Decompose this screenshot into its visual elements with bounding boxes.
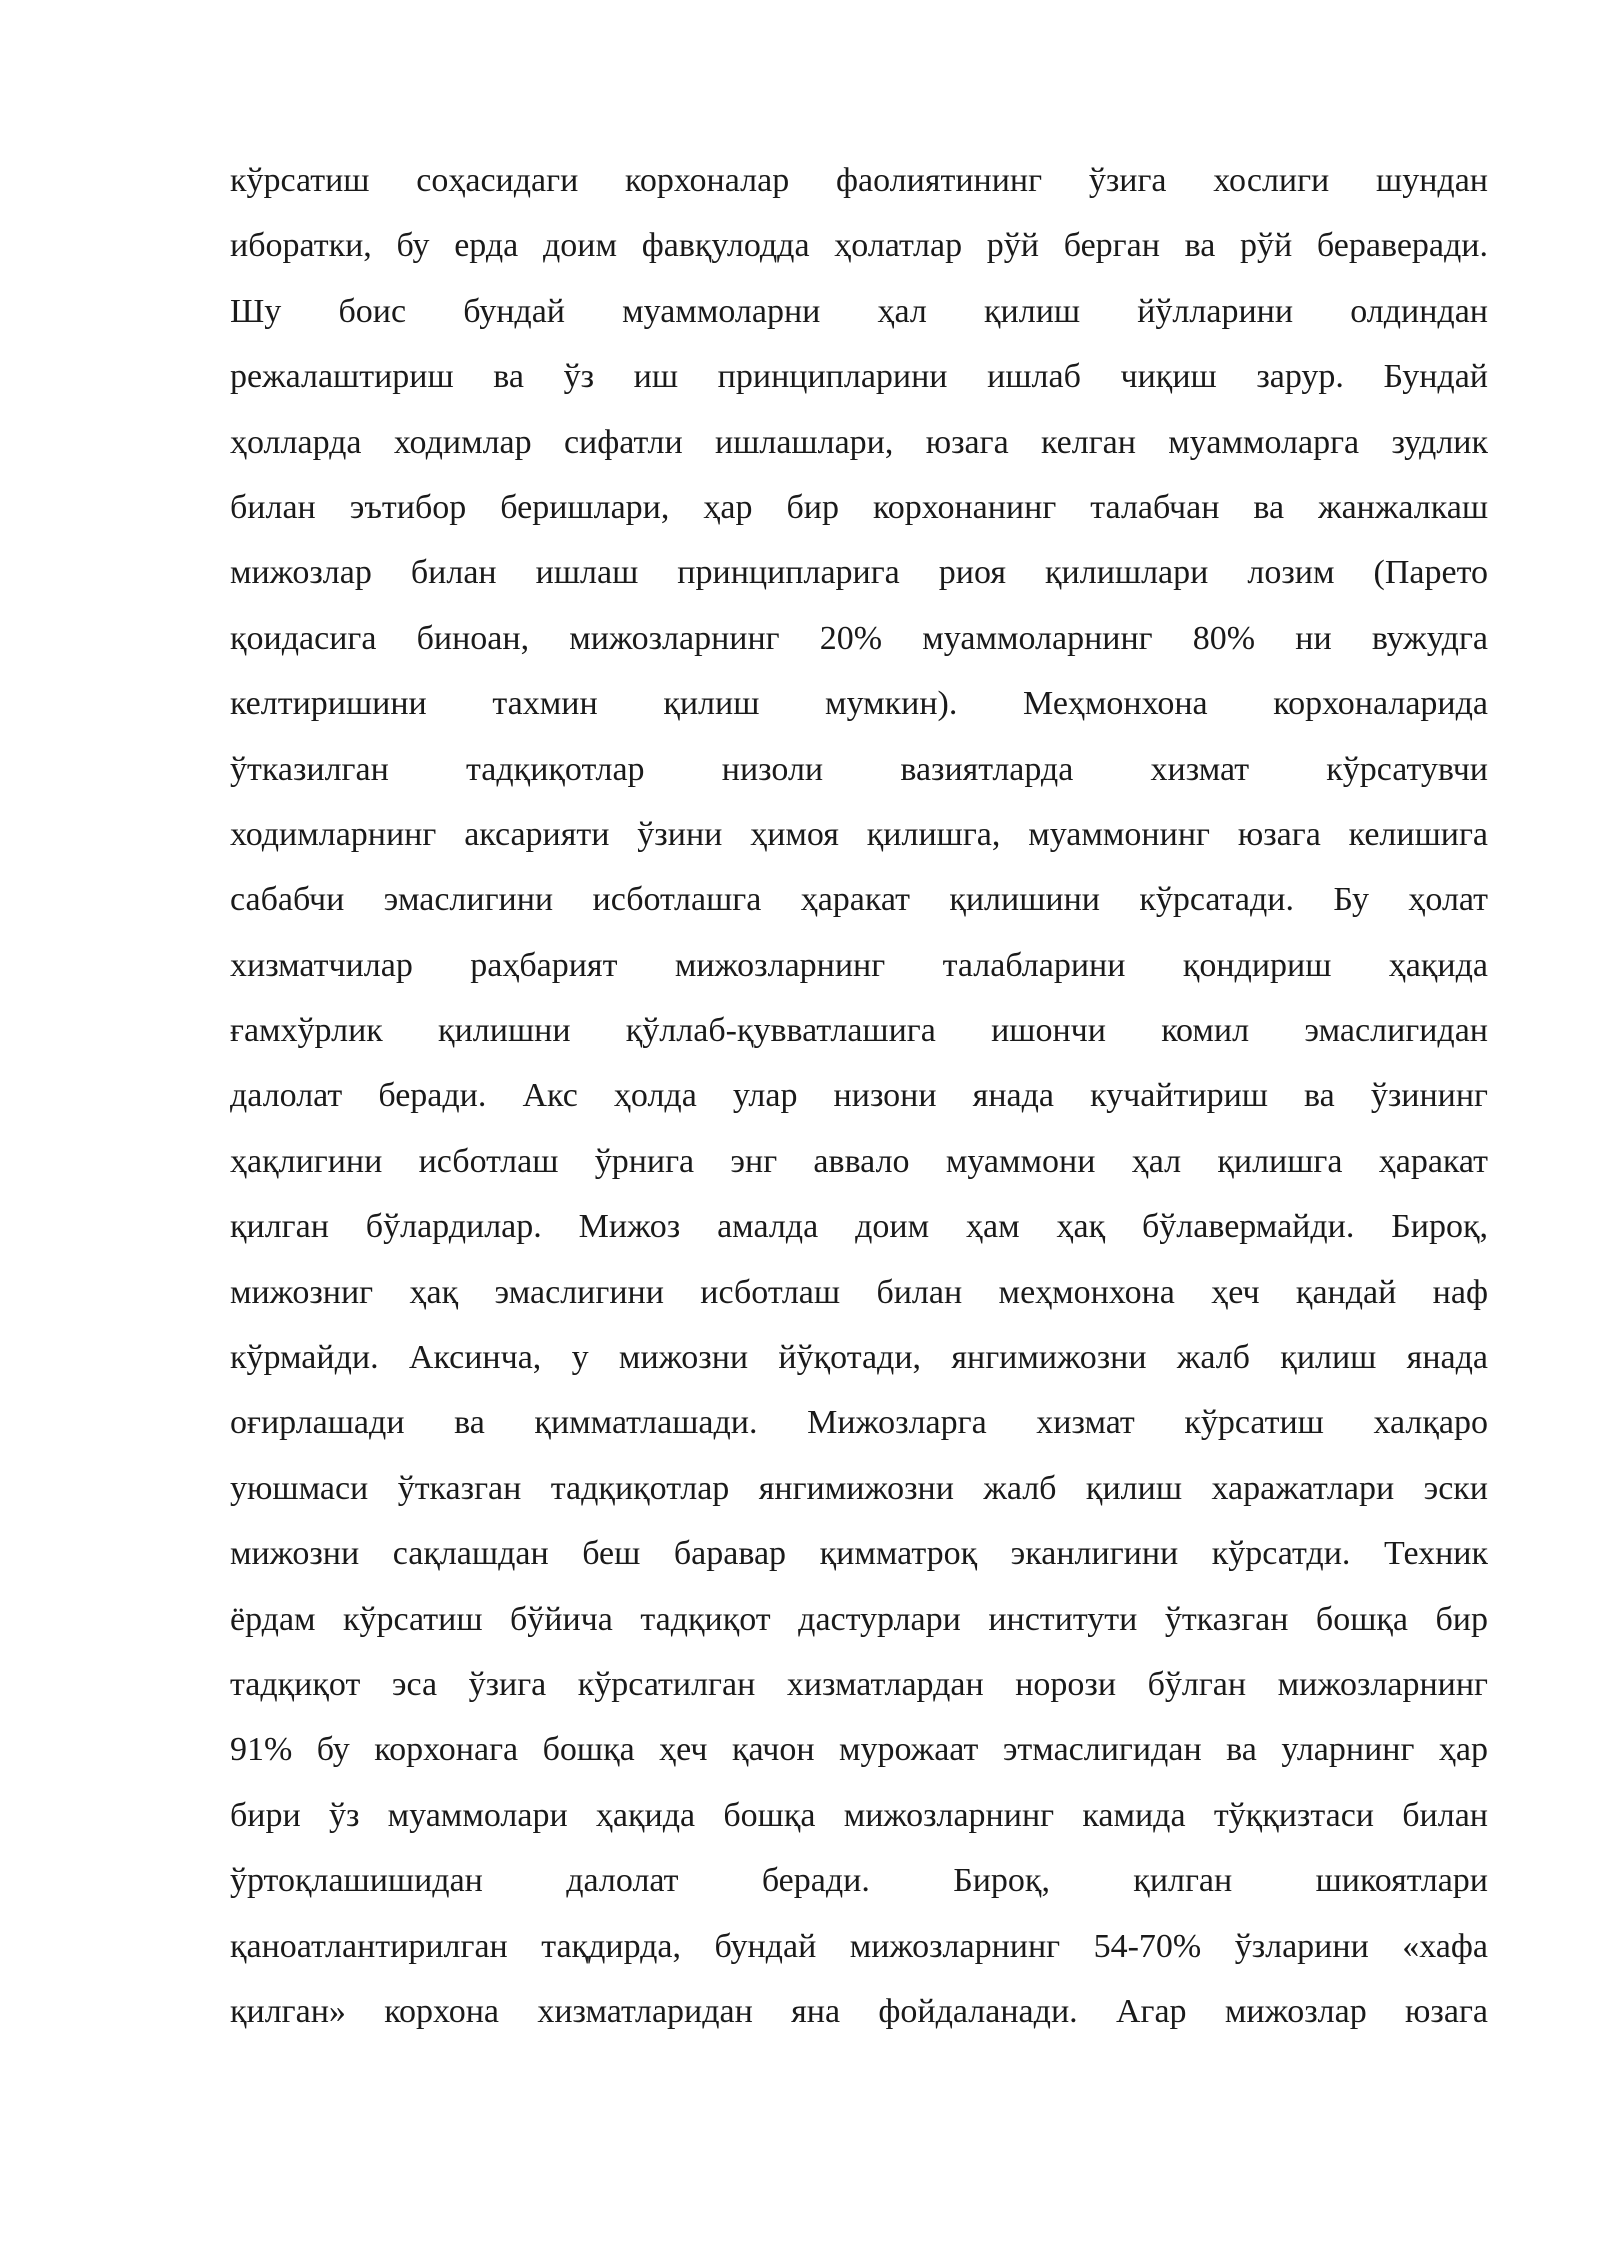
text-line: билан эътибор беришлари, ҳар бир корхонанинг талабчан ва жанжалкаш: [230, 488, 1488, 526]
text-line: ғамхўрлик қилишни қўллаб-қувватлашига ишончи комил эмаслигидан: [230, 1012, 1488, 1050]
text-line: ёрдам кўрсатиш бўйича тадқиқот дастурлари институти ўтказган бошқа бир: [230, 1600, 1488, 1638]
text-line: уюшмаси ўтказган тадқиқотлар янгимижозни жалб қилиш харажатлари эски: [230, 1469, 1488, 1507]
text-line: оғирлашади ва қимматлашади. Мижозларга хизмат кўрсатиш халқаро: [230, 1404, 1488, 1442]
text-line: мижозни сақлашдан беш баравар қимматроқ эканлигини кўрсатди. Техник: [230, 1535, 1488, 1573]
text-line: ўртоқлашишидан далолат беради. Бироқ, қилган шикоятлари: [230, 1862, 1488, 1900]
text-line: ҳолларда ходимлар сифатли ишлашлари, юзага келган муаммоларга зудлик: [230, 423, 1488, 461]
text-line: қоидасига биноан, мижозларнинг 20% муаммоларнинг 80% ни вужудга: [230, 619, 1488, 657]
text-line: ҳақлигини исботлаш ўрнига энг аввало муаммони ҳал қилишга ҳаракат: [230, 1142, 1488, 1180]
text-line: мижозлар билан ишлаш принципларига риоя қилишлари лозим (Парето: [230, 554, 1488, 592]
text-line: далолат беради. Акс ҳолда улар низони янада кучайтириш ва ўзининг: [230, 1077, 1488, 1115]
text-line: мижозниг ҳақ эмаслигини исботлаш билан меҳмонхона ҳеч қандай наф: [230, 1273, 1488, 1311]
body-text: [230, 148, 1488, 2044]
text-line: ходимларнинг аксарияти ўзини ҳимоя қилишга, муаммонинг юзага келишига: [230, 815, 1488, 853]
text-line: режалаштириш ва ўз иш принципларини ишлаб чиқиш зарур. Бундай: [230, 358, 1488, 396]
text-line: иборатки, бу ерда доим фавқулодда ҳолатлар рўй берган ва рўй бераверади.: [230, 227, 1488, 265]
text-line: бири ўз муаммолари ҳақида бошқа мижозларнинг камида тўққизтаси билан: [230, 1796, 1488, 1834]
text-line: қаноатлантирилган тақдирда, бундай мижозларнинг 54-70% ўзларини «хафа: [230, 1927, 1488, 1965]
text-line: 91% бу корхонага бошқа ҳеч қачон мурожаат этмаслигидан ва уларнинг ҳар: [230, 1731, 1488, 1769]
text-line: хизматчилар раҳбарият мижозларнинг талабларини қондириш ҳақида: [230, 946, 1488, 984]
text-line: сабабчи эмаслигини исботлашга ҳаракат қилишини кўрсатади. Бу ҳолат: [230, 881, 1488, 919]
text-line: кўрмайди. Аксинча, у мижозни йўқотади, янгимижозни жалб қилиш янада: [230, 1339, 1488, 1377]
text-line: тадқиқот эса ўзига кўрсатилган хизматлардан норози бўлган мижозларнинг: [230, 1665, 1488, 1703]
text-line: кўрсатиш соҳасидаги корхоналар фаолиятининг ўзига хослиги шундан: [230, 162, 1488, 199]
text-line: келтиришини тахмин қилиш мумкин). Меҳмонхона корхоналарида: [230, 685, 1488, 723]
text-line: қилган бўлардилар. Мижоз амалда доим ҳам ҳақ бўлавермайди. Бироқ,: [230, 1208, 1488, 1246]
text-line: Шу боис бундай муаммоларни ҳал қилиш йўлларини олдиндан: [230, 292, 1488, 330]
text-line: ўтказилган тадқиқотлар низоли вазиятларда хизмат кўрсатувчи: [230, 750, 1488, 788]
text-line: қилган» корхона хизматларидан яна фойдаланади. Агар мижозлар юзага: [230, 1992, 1488, 2030]
